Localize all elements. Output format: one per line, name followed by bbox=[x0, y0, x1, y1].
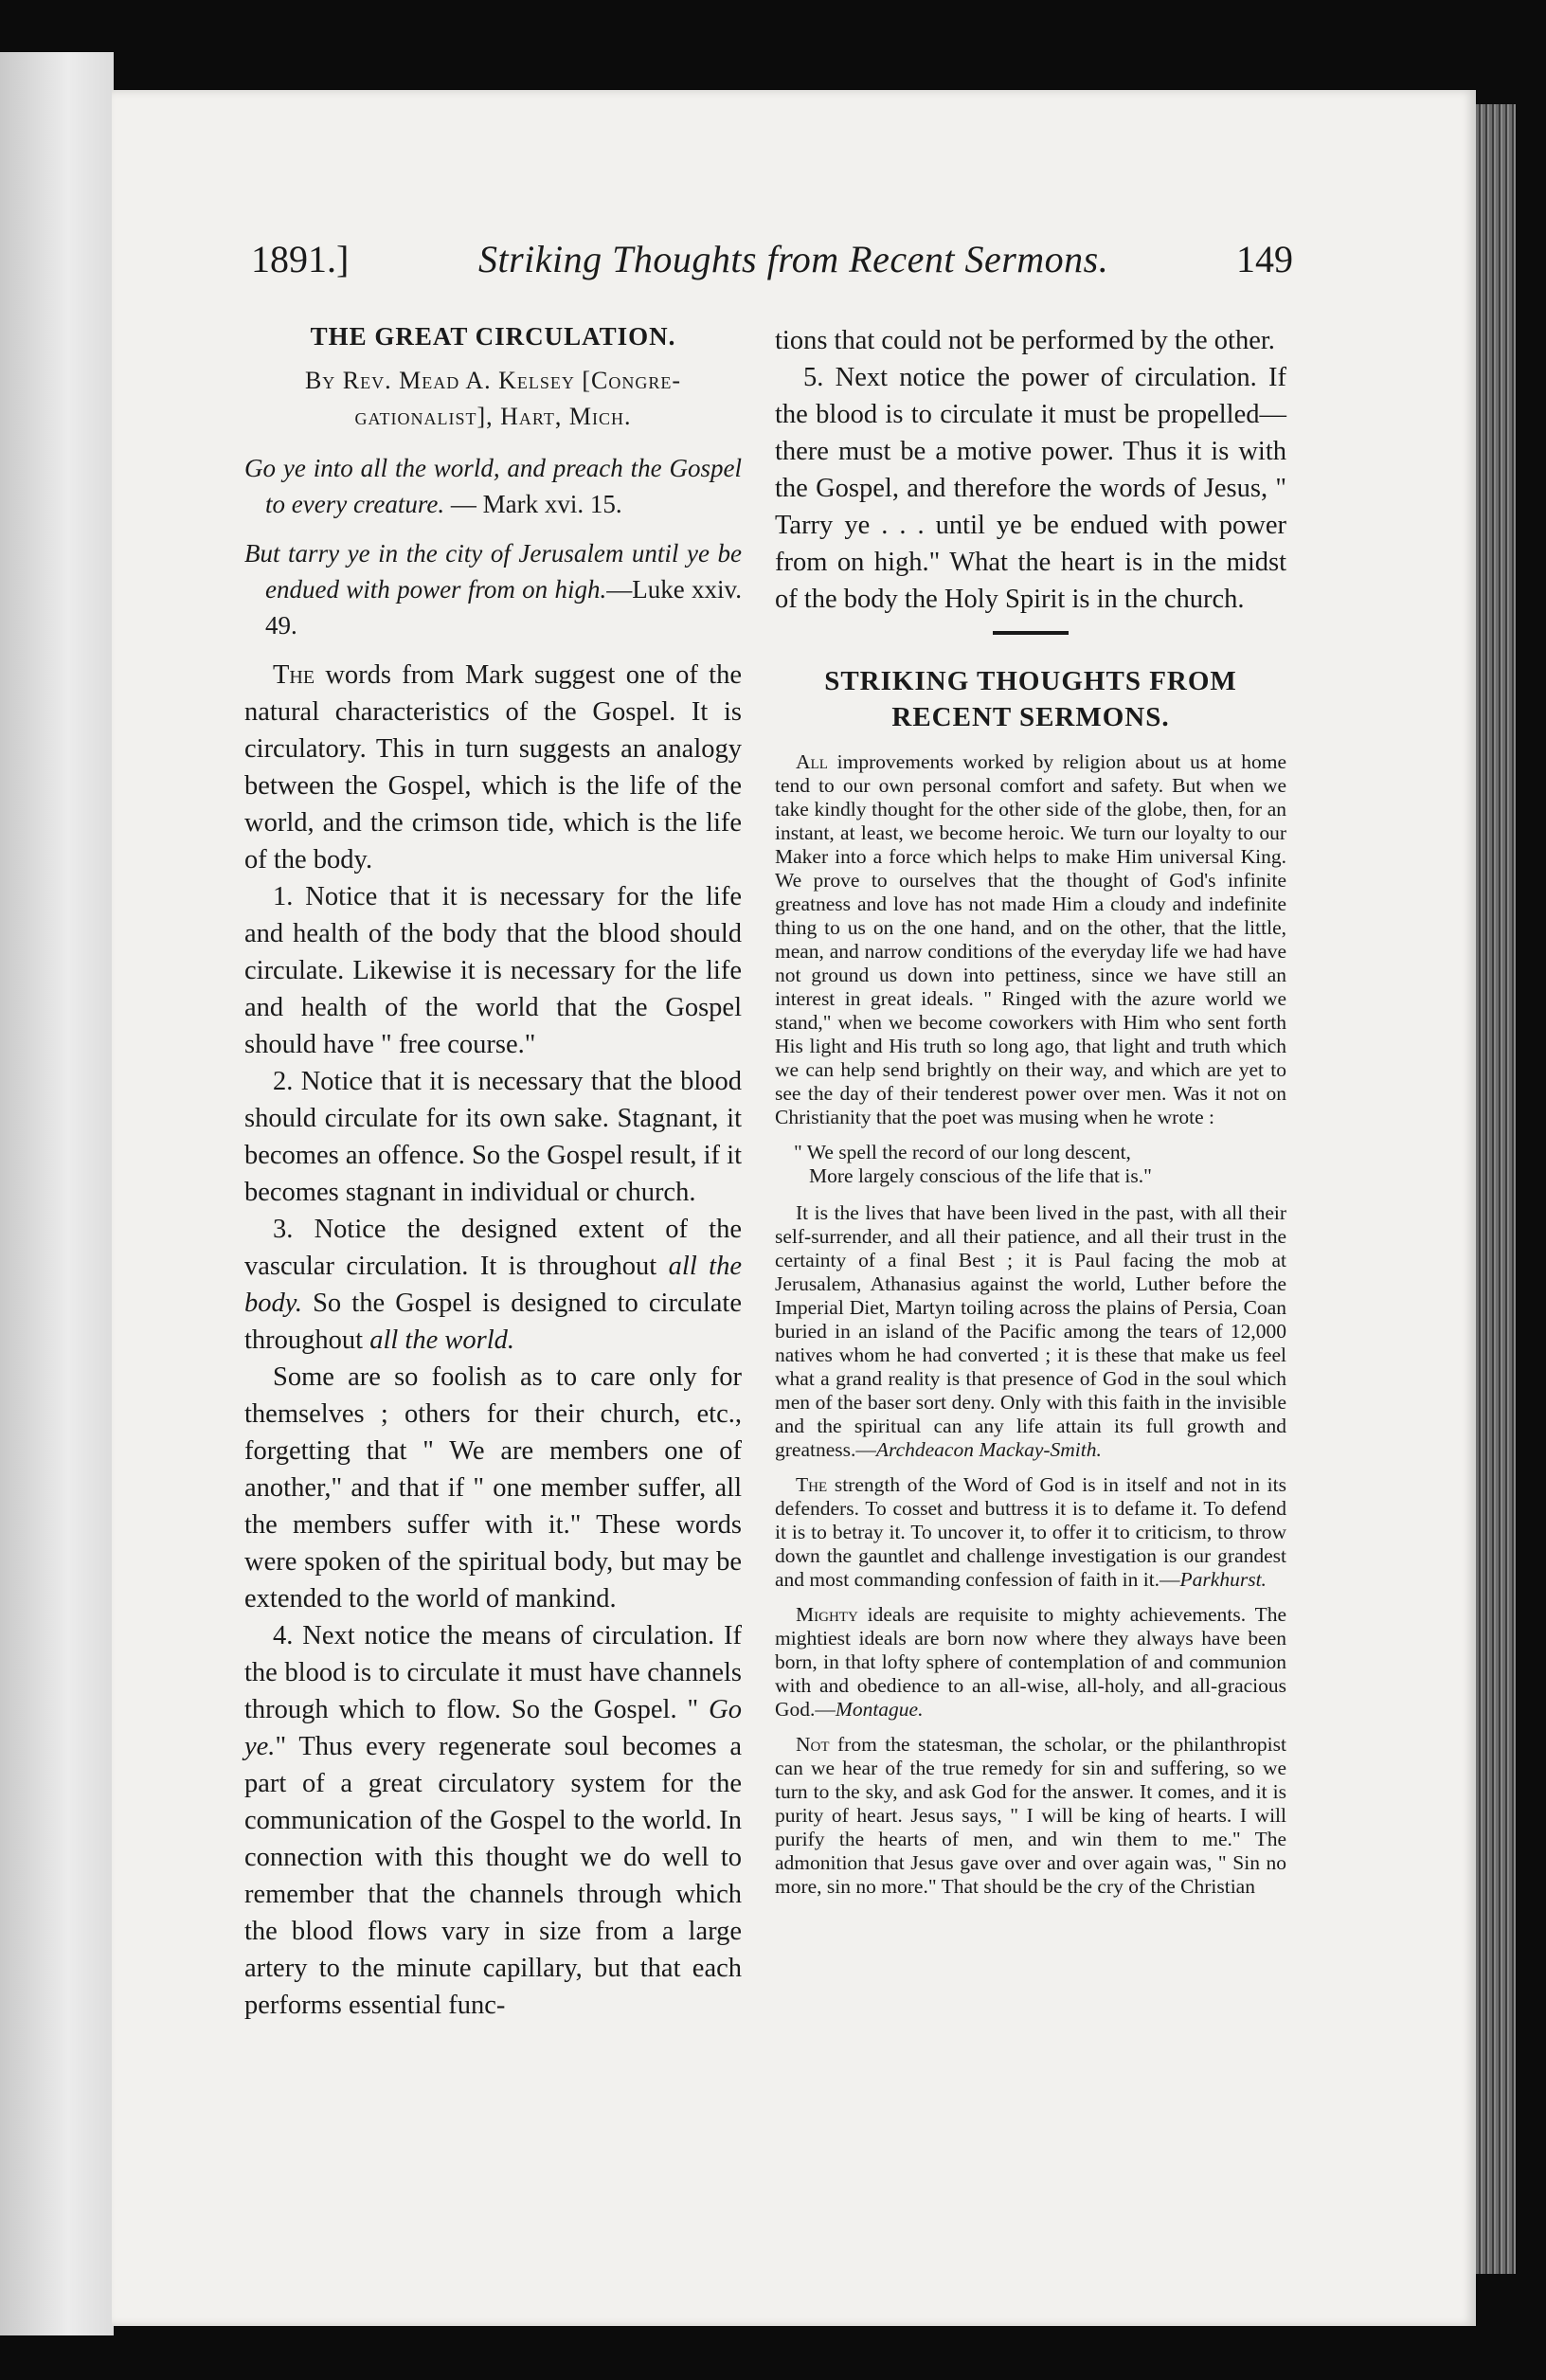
excerpt bbox=[775, 1603, 1286, 1722]
running-header bbox=[251, 237, 1293, 303]
paragraph bbox=[244, 657, 742, 878]
excerpt-lead: The bbox=[796, 1473, 828, 1496]
excerpt-text: from the statesman, the scholar, or the philanthropist can we hear of the true remedy for sin and suffering, so we turn to the sky, and ask God for the answer. It comes, and it is purity of heart. Jesus says, " I will be king of hearts. I will purify the hearts of men, and win them to me." The admonition that Jesus gave over and over again was, " Sin no more, sin no more." That should be the cry of the Christian bbox=[775, 1733, 1286, 1898]
scripture-text-1 bbox=[244, 450, 742, 522]
p6-italic-b: Go ye. bbox=[244, 1695, 742, 1761]
p4-italic-d: all the world. bbox=[369, 1325, 515, 1355]
byline-line-2: gationalist], Hart, Mich. bbox=[354, 403, 632, 430]
excerpt-text: ideals are requisite to mighty achievements. The mightiest ideals are born now where they always have been born, in that lofty sphere of contemplation of and communion with and obedience to an all-wise, all-holy, and all-gracious God.— bbox=[775, 1603, 1286, 1721]
scripture-2-text: But tarry ye in the city of Jerusalem until ye be endued with power from on high. bbox=[244, 539, 742, 604]
excerpt-attribution: Parkhurst. bbox=[1179, 1568, 1267, 1591]
poem-quote bbox=[794, 1141, 1286, 1188]
paragraph: 5. Next notice the power of circulation. If the blood is to circulate it must be propelled—there must be a motive power. Thus it is with the Gospel, and therefore the words of Jesus, " Tarry ye . . . until ye be endued with power from on high." What the heart is in the midst of the body the Holy Spirit is in the church. bbox=[775, 363, 1286, 614]
left-column bbox=[244, 322, 742, 2024]
byline bbox=[244, 363, 742, 435]
header-running-title: Striking Thoughts from Recent Sermons. bbox=[478, 238, 1109, 280]
header-year: 1891.] bbox=[251, 238, 350, 280]
p6-text-a: 4. Next notice the means of circulation. If the blood is to circulate it must have channels through which to flow. So the Gospel. " bbox=[244, 1621, 742, 1724]
scripture-text-2 bbox=[244, 535, 742, 643]
excerpt-text: strength of the Word of God is in itself and not in its defenders. To cosset and buttress it is to defame it. To defend it is to betray it. To uncover it, to offer it to criticism, to throw down the gauntlet and challenge investigation is our grandest and most commanding confession of faith in it.— bbox=[775, 1473, 1286, 1591]
excerpt-lead: All bbox=[796, 750, 828, 773]
page-stack-edge bbox=[1476, 104, 1516, 2274]
paragraph: Some are so foolish as to care only for themselves ; others for their church, etc., forgetting that " We are members one of another," and that if " one member suffer, all the members suffer with it." These words were spoken of the spiritual body, but may be extended to the world of mankind. bbox=[244, 1362, 742, 1614]
paragraph: 1. Notice that it is necessary for the life and health of the body that the blood should circulate. Likewise it is necessary for the life and health of the world that the Gospel should have " free course." bbox=[244, 882, 742, 1059]
paragraph bbox=[244, 1617, 742, 2024]
section-title: STRIKING THOUGHTS FROM RECENT SERMONS. bbox=[824, 666, 1237, 732]
excerpt-lead: Mighty bbox=[796, 1603, 858, 1626]
excerpt bbox=[775, 750, 1286, 1129]
scripture-1-ref: — Mark xvi. 15. bbox=[444, 490, 622, 518]
byline-line-1: By Rev. Mead A. Kelsey [Congre- bbox=[304, 367, 682, 394]
excerpt bbox=[775, 1733, 1286, 1899]
facing-page-edge bbox=[0, 52, 114, 2335]
excerpt-attribution: Montague. bbox=[835, 1698, 924, 1721]
p4-italic-b: all the body. bbox=[244, 1252, 743, 1318]
paragraph: 2. Notice that it is necessary that the blood should circulate for its own sake. Stagnant, it becomes an offence. So the Gospel result, if it becomes stagnant in individual or church. bbox=[244, 1067, 742, 1207]
scripture-1-text: Go ye into all the world, and preach the Gospel to every creature. bbox=[244, 454, 742, 518]
paragraph bbox=[244, 1211, 742, 1359]
section-divider bbox=[993, 631, 1069, 635]
right-column bbox=[775, 322, 1286, 1910]
scripture-2-ref: —Luke xxiv. 49. bbox=[265, 575, 742, 640]
excerpt bbox=[775, 1201, 1286, 1462]
paragraph-continued: tions that could not be performed by the other. bbox=[775, 326, 1275, 355]
poem-line-1: " We spell the record of our long descent, bbox=[794, 1141, 1131, 1163]
poem-line-2: More largely conscious of the life that is." bbox=[809, 1164, 1152, 1187]
excerpt-attribution: Archdeacon Mackay-Smith. bbox=[875, 1438, 1102, 1461]
p6-text-c: " Thus every regenerate soul becomes a part of a great circulatory system for the communication of the Gospel to the world. In connection with this thought we do well to remember that the channels through which the blood flows vary in size from a large artery to the minute capillary, but that each performs essential func- bbox=[244, 1732, 742, 2020]
excerpt bbox=[775, 1473, 1286, 1592]
page-number: 149 bbox=[1236, 238, 1293, 280]
p4-text-c: So the Gospel is designed to circulate throughout bbox=[244, 1289, 742, 1355]
excerpt-lead: Not bbox=[796, 1733, 830, 1756]
article-title: THE GREAT CIRCULATION. bbox=[310, 322, 676, 351]
paragraph-text: words from Mark suggest one of the natural characteristics of the Gospel. It is circulatory. This in turn suggests an analogy between the Gospel, which is the life of the world, and the crimson tide, which is the life of the body. bbox=[244, 660, 742, 874]
p4-text-a: 3. Notice the designed extent of the vascular circulation. It is throughout bbox=[244, 1215, 742, 1281]
excerpt-text: improvements worked by religion about us at home tend to our own personal comfort and safety. But when we take kindly thought for the other side of the globe, then, for an instant, at least, we become heroic. We turn our loyalty to our Maker into a force which helps to make Him universal King. We prove to ourselves that the thought of God's infinite greatness and love has not made Him a cloudy and indefinite thing to us on the one hand, and on the other, that the little, mean, and narrow conditions of the everyday life we had have not ground us down into pettiness, since we have still an interest in great ideals. " Ringed with the azure world we stand," when we become coworkers with Him who sent forth His light and His truth so long ago, that light and truth which we can help send brightly on their way, and which are yet to see the day of their tenderest power over men. Was it not on Christianity that the poet was musing when he wrote : bbox=[775, 750, 1286, 1128]
paragraph-lead: The bbox=[273, 660, 315, 690]
excerpt-text: It is the lives that have been lived in the past, with all their self-surrender, and all their patience, and all their trust in the certainty of a final Best ; it is Paul facing the mob at Jerusalem, Athanasius against the world, Luther before the Imperial Diet, Martyn toiling across the plains of Persia, Coan buried in an island of the Pacific among the tears of 12,000 natives whom he had converted ; it is these that make us feel what a grand reality is that presence of God in the soul which men of the baser sort deny. Only with this faith in the invisible and the spiritual can any life attain its full growth and greatness.— bbox=[775, 1201, 1286, 1461]
